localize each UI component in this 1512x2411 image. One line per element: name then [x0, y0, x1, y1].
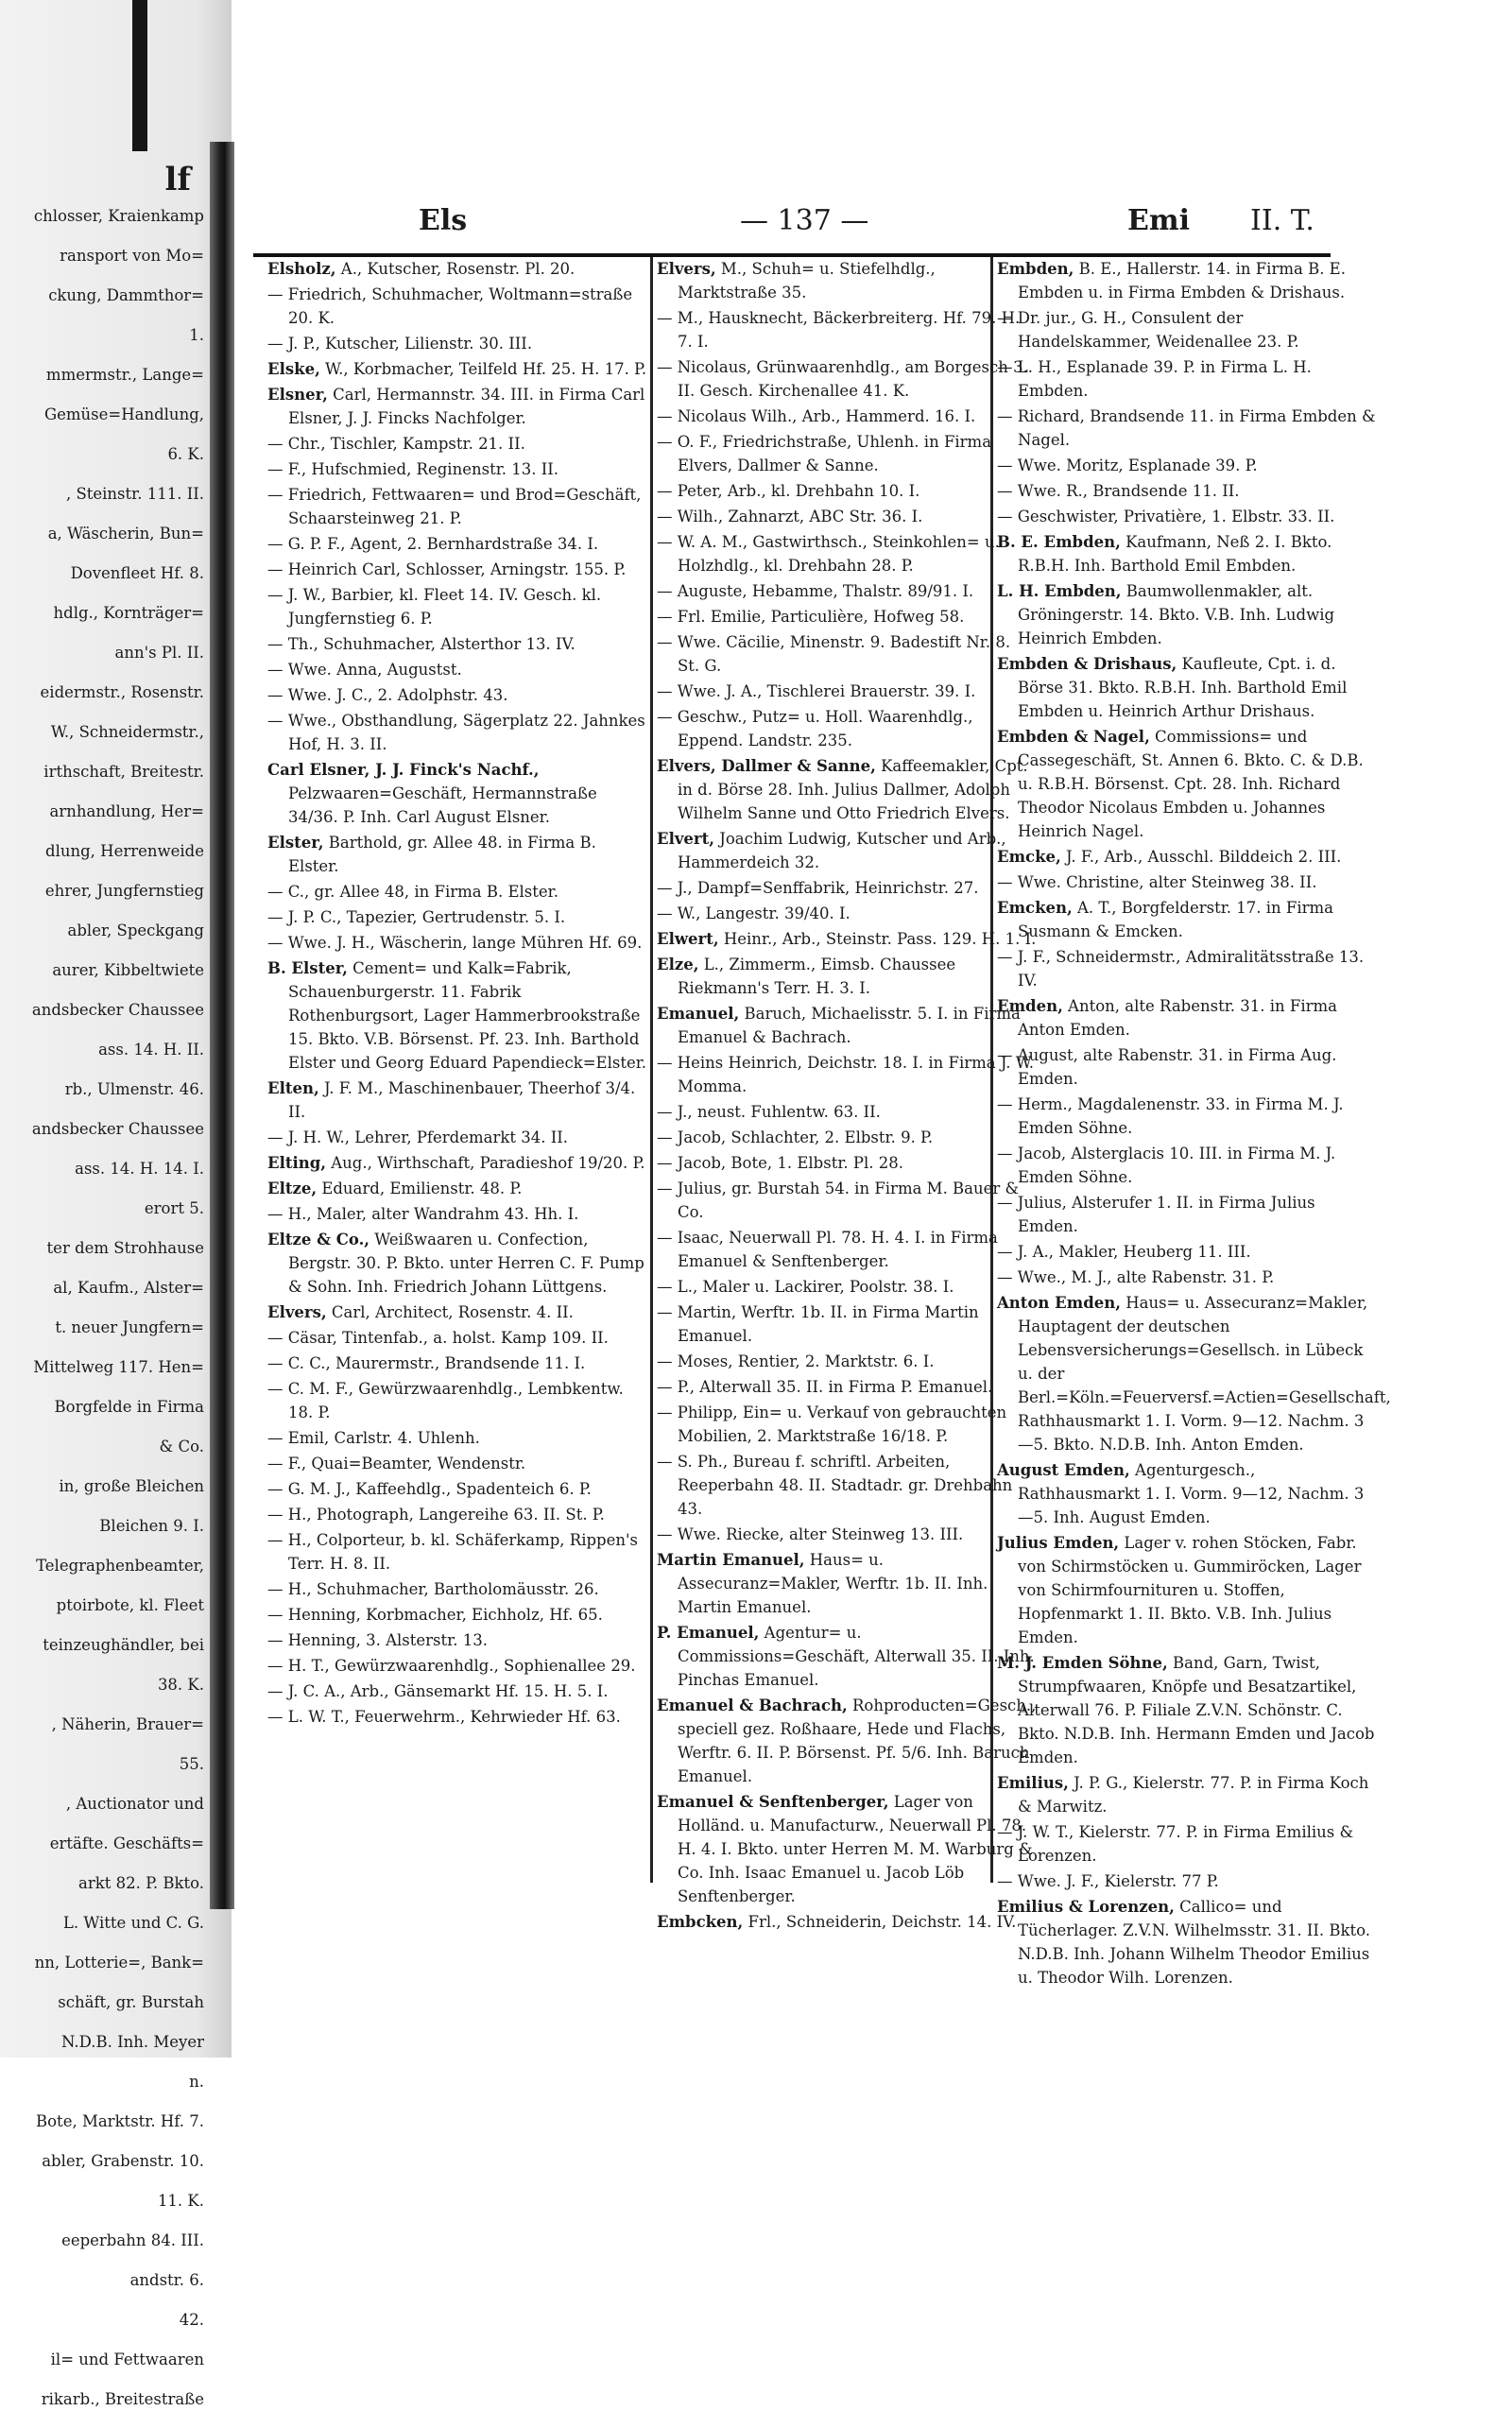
directory-entry: Elsholz, A., Kutscher, Rosenstr. Pl. 20. [267, 260, 576, 278]
left-page-line: rb., Ulmenstr. 46. [64, 1080, 204, 1098]
directory-entry: — Emil, Carlstr. 4. Uhlenh. [267, 1429, 480, 1447]
left-page-line: & Co. [159, 1438, 204, 1455]
left-page-line: Dovenfleet Hf. 8. [70, 564, 204, 582]
entry-name: Emanuel & Senftenberger, [657, 1793, 889, 1811]
directory-entry: — J. W. T., Kielerstr. 77. P. in Firma Emilius & Lorenzen. [997, 1823, 1354, 1865]
directory-entry: — Geschw., Putz= u. Holl. Waarenhdlg., Eppend. Landstr. 235. [657, 708, 973, 749]
entry-name: L. H. Embden, [997, 582, 1122, 600]
directory-entry: — Wwe. Moritz, Esplanade 39. P. [997, 456, 1258, 474]
directory-entry: Elze, L., Zimmerm., Eimsb. Chaussee Riekmann's Terr. H. 3. I. [657, 956, 956, 997]
left-page-line: andstr. 6. [129, 2271, 204, 2289]
entry-name: Elvers, [267, 1303, 327, 1321]
entry-name: Eltze & Co., [267, 1231, 370, 1249]
directory-entry: — Wwe. J. H., Wäscherin, lange Mühren Hf. 69. [267, 934, 643, 952]
directory-entry: — J. A., Makler, Heuberg 11. III. [997, 1243, 1251, 1261]
directory-entry: — Wwe. Anna, Augustst. [267, 661, 462, 679]
directory-entry: Anton Emden, Haus= u. Assecuranz=Makler, Hauptagent der deutschen Lebensversicherungs=Gesellsch. in Lübeck u. der Berl.=Köln.=Feuerversf.=Actien=Gesellschaft, Rathhausmarkt 1. I. Vorm. 9—12. Nachm. 3—5. Bkto. N.D.B. Inh. Anton Emden. [997, 1294, 1391, 1454]
directory-entry: Elster, Barthold, gr. Allee 48. in Firma B. Elster. [267, 834, 596, 875]
directory-entry: — G. M. J., Kaffeehdlg., Spadenteich 6. P. [267, 1480, 592, 1498]
directory-entry: — Geschwister, Privatière, 1. Elbstr. 33. II. [997, 508, 1335, 525]
entry-name: Emanuel, [657, 1005, 740, 1023]
directory-entry: Eltze & Co., Weißwaaren u. Confection, Bergstr. 30. P. Bkto. unter Herren C. F. Pump & Sohn. Inh. Friedrich Johann Lüttgens. [267, 1231, 644, 1296]
entry-name: Julius Emden, [997, 1534, 1120, 1552]
directory-entry: — J. C. A., Arb., Gänsemarkt Hf. 15. H. 5. I. [267, 1682, 609, 1700]
left-page-line: , Steinstr. 111. II. [65, 485, 204, 503]
directory-entry: — M., Hausknecht, Bäckerbreiterg. Hf. 79. H. 7. I. [657, 309, 1021, 351]
directory-entry: — Martin, Werftr. 1b. II. in Firma Martin Emanuel. [657, 1303, 979, 1345]
directory-column-2 [657, 257, 1037, 1931]
entry-name: Anton Emden, [997, 1294, 1121, 1312]
header-end-key: Emi [1127, 204, 1191, 237]
directory-entry: Elsner, Carl, Hermannstr. 34. III. in Firma Carl Elsner, J. J. Fincks Nachfolger. [267, 386, 645, 427]
left-page-line: andsbecker Chaussee [31, 1001, 204, 1019]
directory-entry: — H., Photograph, Langereihe 63. II. St. P. [267, 1506, 605, 1524]
left-page-line: ter dem Strohhause [46, 1239, 204, 1257]
directory-entry: — Cäsar, Tintenfab., a. holst. Kamp 109. II. [267, 1329, 609, 1347]
left-page-line: Mittelweg 117. Hen= [33, 1358, 204, 1376]
column-separator [650, 257, 653, 1883]
left-page-line: , Näherin, Brauer= [51, 1715, 204, 1733]
left-page-fragment [0, 161, 210, 2408]
directory-entry: — Wwe. Cäcilie, Minenstr. 9. Badestift Nr. 8. St. G. [657, 633, 1011, 675]
left-page-line: 42. [179, 2311, 204, 2329]
entry-name: P. Emanuel, [657, 1624, 760, 1642]
left-page-line: dlung, Herrenweide [45, 842, 204, 860]
directory-entry: August Emden, Agenturgesch., Rathhausmarkt 1. I. Vorm. 9—12, Nachm. 3—5. Inh. August Emden. [997, 1461, 1365, 1526]
entry-name: Martin Emanuel, [657, 1551, 805, 1569]
directory-entry: — J. P. C., Tapezier, Gertrudenstr. 5. I. [267, 908, 566, 926]
entry-name: Carl Elsner, J. J. Finck's Nachf., [267, 761, 540, 779]
entry-name: Elsner, [267, 386, 328, 404]
directory-entry: Elten, J. F. M., Maschinenbauer, Theerhof 3/4. II. [267, 1079, 636, 1121]
directory-entry: — Wwe. R., Brandsende 11. II. [997, 482, 1240, 500]
entry-name: B. E. Embden, [997, 533, 1121, 551]
left-page-line: il= und Fettwaaren [50, 2351, 204, 2368]
entry-name: M. J. Emden Söhne, [997, 1654, 1168, 1672]
directory-entry: — Th., Schuhmacher, Alsterthor 13. IV. [267, 635, 576, 653]
directory-entry: — August, alte Rabenstr. 31. in Firma Aug. Emden. [997, 1046, 1337, 1088]
page-number: — 137 — [740, 204, 869, 237]
directory-entry: Elvers, Dallmer & Sanne, Kaffeemakler, Cpt. in d. Börse 28. Inh. Julius Dallmer, Adolph Wilhelm Sanne und Otto Friedrich Elvers. [657, 757, 1028, 822]
directory-entry: — C. M. F., Gewürzwaarenhdlg., Lembkentw. 18. P. [267, 1380, 624, 1421]
page-header [234, 197, 1331, 253]
left-page-line: abler, Speckgang [67, 921, 204, 939]
book-gutter [210, 142, 234, 1909]
directory-entry: — Julius, Alsterufer 1. II. in Firma Julius Emden. [997, 1194, 1315, 1235]
entry-name: Emilius, [997, 1774, 1069, 1792]
directory-column-1 [267, 257, 647, 1883]
directory-entry: — Auguste, Hebamme, Thalstr. 89/91. I. [657, 582, 974, 600]
directory-entry: — H., Colporteur, b. kl. Schäferkamp, Rippen's Terr. H. 8. II. [267, 1531, 639, 1573]
entry-name: Embden & Drishaus, [997, 655, 1177, 673]
directory-entry: — L. H., Esplanade 39. P. in Firma L. H. Embden. [997, 358, 1312, 400]
directory-entry: Emanuel & Senftenberger, Lager von Holländ. u. Manufacturw., Neuerwall Pl. 78. H. 4. I. Bkto. unter Herren M. M. Warburg & Co. Inh. Isaac Emanuel u. Jacob Löb Senftenberger. [657, 1793, 1033, 1905]
directory-entry: P. Emanuel, Agentur= u. Commissions=Geschäft, Alterwall 35. II. Inh. Pinchas Emanuel. [657, 1624, 1035, 1689]
entry-name: Elvers, [657, 260, 716, 278]
directory-entry: — W. A. M., Gastwirthsch., Steinkohlen= u. Holzhdlg., kl. Drehbahn 28. P. [657, 533, 1000, 575]
directory-entry: — Heins Heinrich, Deichstr. 18. I. in Firma J. W. Momma. [657, 1054, 1035, 1095]
left-page-line: 38. K. [157, 1676, 204, 1694]
left-page-line: t. neuer Jungfern= [55, 1318, 204, 1336]
directory-entry: Elting, Aug., Wirthschaft, Paradieshof 19/20. P. [267, 1154, 645, 1172]
directory-entry: Elwert, Heinr., Arb., Steinstr. Pass. 129. H. 1. I. [657, 930, 1037, 948]
directory-entry: — J. P., Kutscher, Lilienstr. 30. III. [267, 335, 533, 353]
left-page-line: 1. [189, 326, 204, 344]
directory-entry: Embcken, Frl., Schneiderin, Deichstr. 14. IV. [657, 1913, 1017, 1931]
entry-name: Emanuel & Bachrach, [657, 1696, 848, 1714]
directory-entry: Julius Emden, Lager v. rohen Stöcken, Fabr. von Schirmstöcken u. Gummiröcken, Lager von Schirmfournituren u. Stoffen, Hopfenmarkt 1. II. Bkto. V.B. Inh. Julius Emden. [997, 1534, 1362, 1646]
directory-entry: Emden, Anton, alte Rabenstr. 31. in Firma Anton Emden. [997, 997, 1338, 1039]
directory-entry: Elvers, Carl, Architect, Rosenstr. 4. II. [267, 1303, 574, 1321]
directory-entry: Eltze, Eduard, Emilienstr. 48. P. [267, 1180, 523, 1197]
directory-entry: — O. F., Friedrichstraße, Uhlenh. in Firma Elvers, Dallmer & Sanne. [657, 433, 992, 474]
left-page-line: chlosser, Kraienkamp [33, 207, 204, 225]
left-page-line: Gemüse=Handlung, [43, 405, 204, 423]
left-page-line: Bleichen 9. I. [99, 1517, 204, 1535]
left-page-line: rikarb., Breitestraße [41, 2390, 204, 2408]
entry-name: Emcken, [997, 899, 1073, 917]
directory-entry: Martin Emanuel, Haus= u. Assecuranz=Makler, Werftr. 1b. II. Inh. Martin Emanuel. [657, 1551, 988, 1616]
left-page-line: a, Wäscherin, Bun= [47, 525, 204, 542]
entry-name: Embden & Nagel, [997, 728, 1150, 746]
directory-entry: — J. H. W., Lehrer, Pferdemarkt 34. II. [267, 1128, 569, 1146]
directory-entry: — Friedrich, Schuhmacher, Woltmann=straße 20. K. [267, 285, 633, 327]
left-page-line: irthschaft, Breitestr. [43, 763, 204, 781]
left-page-line: 11. K. [157, 2192, 204, 2210]
directory-column-3 [997, 257, 1391, 1987]
entry-name: Elsholz, [267, 260, 336, 278]
directory-entry: Emcken, A. T., Borgfelderstr. 17. in Firma Susmann & Emcken. [997, 899, 1333, 940]
directory-entry: — Richard, Brandsende 11. in Firma Embden & Nagel. [997, 407, 1376, 449]
entry-name: Elster, [267, 834, 324, 852]
left-page-line: Telegraphenbeamter, [36, 1557, 204, 1575]
left-page-line: mmermstr., Lange= [45, 366, 204, 384]
left-page-line: in, große Bleichen [59, 1477, 204, 1495]
directory-entry: — F., Hufschmied, Reginenstr. 13. II. [267, 460, 559, 478]
directory-entry: — F., Quai=Beamter, Wendenstr. [267, 1455, 526, 1472]
directory-entry: — Wwe. J. C., 2. Adolphstr. 43. [267, 686, 508, 704]
entry-name: Elwert, [657, 930, 719, 948]
directory-entry: — P., Alterwall 35. II. in Firma P. Emanuel. [657, 1378, 993, 1396]
left-page-line: teinzeughändler, bei [43, 1636, 204, 1654]
directory-entry: Emanuel & Bachrach, Rohproducten=Gesch., speciell gez. Roßhaare, Hede und Flachs, Werftr. 6. II. P. Börsenst. Pf. 5/6. Inh. Baruch Emanuel. [657, 1696, 1037, 1785]
entry-name: B. Elster, [267, 959, 348, 977]
left-page-line: nn, Lotterie=, Bank= [34, 1954, 204, 1972]
left-page-line: eeperbahn 84. III. [61, 2231, 204, 2249]
directory-entry: — J. W., Barbier, kl. Fleet 14. IV. Gesch. kl. Jungfernstieg 6. P. [267, 586, 602, 628]
left-page-line: ehrer, Jungfernstieg [44, 882, 204, 900]
left-page-line: hdlg., Kornträger= [53, 604, 204, 622]
directory-entry: L. H. Embden, Baumwollenmakler, alt. Gröningerstr. 14. Bkto. V.B. Inh. Ludwig Heinrich Embden. [997, 582, 1335, 647]
left-page-line: ptoirbote, kl. Fleet [56, 1596, 204, 1614]
directory-entry: — Wwe. J. A., Tischlerei Brauerstr. 39. I. [657, 682, 976, 700]
directory-entry: — Henning, 3. Alsterstr. 13. [267, 1631, 488, 1649]
directory-entry: — H., Maler, alter Wandrahm 43. Hh. I. [267, 1205, 579, 1223]
directory-entry: — Dr. jur., G. H., Consulent der Handelskammer, Weidenallee 23. P. [997, 309, 1299, 351]
directory-entry: — H., Schuhmacher, Bartholomäusstr. 26. [267, 1580, 599, 1598]
directory-entry: — Jacob, Schlachter, 2. Elbstr. 9. P. [657, 1128, 934, 1146]
directory-entry: — Wwe., M. J., alte Rabenstr. 31. P. [997, 1268, 1275, 1286]
left-page-line: arkt 82. P. Bkto. [78, 1874, 204, 1892]
directory-entry: — C. C., Maurermstr., Brandsende 11. I. [267, 1354, 586, 1372]
left-page-line: erort 5. [144, 1199, 204, 1217]
directory-entry: Emilius, J. P. G., Kielerstr. 77. P. in Firma Koch & Marwitz. [997, 1774, 1369, 1816]
directory-entry: Emilius & Lorenzen, Callico= und Tücherlager. Z.V.N. Wilhelmsstr. 31. II. Bkto. N.D.B. Inh. Johann Wilhelm Theodor Emilius u. Theodor Wilh. Lorenzen. [997, 1898, 1371, 1987]
left-page-line: schäft, gr. Burstah [58, 1993, 204, 2011]
directory-entry: Embden, B. E., Hallerstr. 14. in Firma B. E. Embden u. in Firma Embden & Drishaus. [997, 260, 1346, 301]
left-page-line: N.D.B. Inh. Meyer [60, 2033, 204, 2051]
book-spine [132, 0, 147, 151]
directory-entry: — Henning, Korbmacher, Eichholz, Hf. 65. [267, 1606, 603, 1624]
directory-entry: — Jacob, Bote, 1. Elbstr. Pl. 28. [657, 1154, 904, 1172]
left-page-line: ckung, Dammthor= [48, 286, 204, 304]
entry-name: August Emden, [997, 1461, 1130, 1479]
directory-entry: — G. P. F., Agent, 2. Bernhardstraße 34. I. [267, 535, 599, 553]
directory-entry: — J., neust. Fuhlentw. 63. II. [657, 1103, 881, 1121]
left-page-line: , Auctionator und [65, 1795, 204, 1813]
directory-entry: — Peter, Arb., kl. Drehbahn 10. I. [657, 482, 920, 500]
entry-name: Elvert, [657, 830, 714, 848]
volume-label: II. T. [1250, 204, 1314, 237]
left-page-line: ertäfte. Geschäfts= [49, 1834, 204, 1852]
directory-entry: — Heinrich Carl, Schlosser, Arningstr. 155. P. [267, 560, 627, 578]
left-page-line: ass. 14. H. 14. I. [75, 1160, 204, 1178]
directory-entry: Emcke, J. F., Arb., Ausschl. Bilddeich 2. III. [997, 848, 1342, 866]
directory-entry: — Wwe. Riecke, alter Steinweg 13. III. [657, 1525, 964, 1543]
directory-entry: — Chr., Tischler, Kampstr. 21. II. [267, 435, 525, 453]
entry-name: Elvers, Dallmer & Sanne, [657, 757, 876, 775]
left-page-header: lf [164, 161, 191, 198]
directory-entry: — Wwe., Obsthandlung, Sägerplatz 22. Jahnkes Hof, H. 3. II. [267, 712, 645, 753]
entry-name: Embcken, [657, 1913, 744, 1931]
entry-name: Elting, [267, 1154, 327, 1172]
left-page-line: abler, Grabenstr. 10. [42, 2152, 204, 2170]
entry-name: Emilius & Lorenzen, [997, 1898, 1175, 1916]
left-page-line: L. Witte und C. G. [62, 1914, 204, 1932]
entry-name: Elten, [267, 1079, 319, 1097]
directory-entry: — Isaac, Neuerwall Pl. 78. H. 4. I. in Firma Emanuel & Senftenberger. [657, 1229, 998, 1270]
directory-entry: — L. W. T., Feuerwehrm., Kehrwieder Hf. 63. [267, 1708, 621, 1726]
directory-entry: — Herm., Magdalenenstr. 33. in Firma M. J. Emden Söhne. [997, 1095, 1344, 1137]
left-page-line: ass. 14. H. II. [98, 1041, 204, 1059]
directory-entry: — S. Ph., Bureau f. schriftl. Arbeiten, Reeperbahn 48. II. Stadtadr. gr. Drehbahn 43. [657, 1453, 1013, 1518]
left-page-line: Borgfelde in Firma [54, 1398, 204, 1416]
directory-entry: B. E. Embden, Kaufmann, Neß 2. I. Bkto. R.B.H. Inh. Barthold Emil Embden. [997, 533, 1332, 575]
left-page-line: Bote, Marktstr. Hf. 7. [36, 2112, 204, 2130]
directory-entry: Elvers, M., Schuh= u. Stiefelhdlg., Marktstraße 35. [657, 260, 936, 301]
directory-entry: — Philipp, Ein= u. Verkauf von gebrauchten Mobilien, 2. Marktstraße 16/18. P. [657, 1404, 1007, 1445]
directory-entry: B. Elster, Cement= und Kalk=Fabrik, Schauenburgerstr. 11. Fabrik Rothenburgsort, Lager Hammerbrookstraße 15. Bkto. V.B. Börsenst. Pf. 23. Inh. Barthold Elster und Georg Eduard Papendieck=Elster. [267, 959, 647, 1072]
directory-entry: Carl Elsner, J. J. Finck's Nachf., Pelzwaaren=Geschäft, Hermannstraße 34/36. P. Inh. Carl August Elsner. [267, 761, 597, 826]
directory-entry: — Nicolaus, Grünwaarenhdlg., am Borgesch 3. II. Gesch. Kirchenallee 41. K. [657, 358, 1028, 400]
entry-name: Embden, [997, 260, 1074, 278]
left-page-line: aurer, Kibbeltwiete [52, 961, 204, 979]
left-page-line: 6. K. [167, 445, 204, 463]
directory-entry: — J., Dampf=Senffabrik, Heinrichstr. 27. [657, 879, 979, 897]
directory-entry: — Friedrich, Fettwaaren= und Brod=Geschäft, Schaarsteinweg 21. P. [267, 486, 642, 527]
directory-entry: Embden & Drishaus, Kaufleute, Cpt. i. d. Börse 31. Bkto. R.B.H. Inh. Barthold Emil Embden u. Heinrich Arthur Drishaus. [997, 655, 1348, 720]
entry-name: Elske, [267, 360, 320, 378]
left-page-line: 55. [179, 1755, 204, 1773]
directory-entry: — Frl. Emilie, Particulière, Hofweg 58. [657, 608, 965, 626]
directory-entry: — Wwe. J. F., Kielerstr. 77 P. [997, 1872, 1219, 1890]
directory-entry: Emanuel, Baruch, Michaelisstr. 5. I. in Firma Emanuel & Bachrach. [657, 1005, 1021, 1046]
left-page-line: eidermstr., Rosenstr. [40, 683, 204, 701]
directory-entry: — C., gr. Allee 48, in Firma B. Elster. [267, 883, 558, 901]
left-page-line: arnhandlung, Her= [49, 802, 204, 820]
directory-entry: — H. T., Gewürzwaarenhdlg., Sophienallee 29. [267, 1657, 636, 1675]
left-page-line: W., Schneidermstr., [50, 723, 204, 741]
header-start-key: Els [419, 204, 468, 237]
left-page-lines [0, 204, 210, 2411]
directory-entry: — W., Langestr. 39/40. I. [657, 904, 850, 922]
entry-name: Elze, [657, 956, 699, 973]
directory-entry: Embden & Nagel, Commissions= und Cassegeschäft, St. Annen 6. Bkto. C. & D.B. u. R.B.H. Börsenst. Cpt. 28. Inh. Richard Theodor Nicolaus Embden u. Johannes Heinrich Nagel. [997, 728, 1364, 840]
left-page-line: ann's Pl. II. [114, 644, 204, 662]
directory-entry: — L., Maler u. Lackirer, Poolstr. 38. I. [657, 1278, 954, 1296]
entry-name: Emden, [997, 997, 1063, 1015]
directory-entry: — Wilh., Zahnarzt, ABC Str. 36. I. [657, 508, 923, 525]
left-page-line: andsbecker Chaussee [31, 1120, 204, 1138]
directory-entry: — Moses, Rentier, 2. Marktstr. 6. I. [657, 1352, 935, 1370]
directory-entry: Elvert, Joachim Ludwig, Kutscher und Arb., Hammerdeich 32. [657, 830, 1006, 871]
left-page-line: n. [189, 2073, 204, 2091]
directory-entry: — Julius, gr. Burstah 54. in Firma M. Bauer & Co. [657, 1180, 1020, 1221]
left-page-line: ransport von Mo= [60, 247, 204, 265]
left-page-line: al, Kaufm., Alster= [53, 1279, 204, 1297]
entry-name: Emcke, [997, 848, 1061, 866]
directory-entry: — Wwe. Christine, alter Steinweg 38. II. [997, 873, 1317, 891]
directory-entry: — Jacob, Alsterglacis 10. III. in Firma M. J. Emden Söhne. [997, 1145, 1336, 1186]
entry-name: Eltze, [267, 1180, 318, 1197]
directory-entry: — J. F., Schneidermstr., Admiralitätsstraße 13. IV. [997, 948, 1365, 990]
directory-entry: M. J. Emden Söhne, Band, Garn, Twist, Strumpfwaaren, Knöpfe und Besatzartikel, Alterwall 76. P. Filiale Z.V.N. Schönstr. C. Bkto. N.D.B. Inh. Hermann Emden und Jacob Emden. [997, 1654, 1375, 1766]
directory-entry: — Nicolaus Wilh., Arb., Hammerd. 16. I. [657, 407, 976, 425]
right-page [234, 142, 1512, 1987]
directory-entry: Elske, W., Korbmacher, Teilfeld Hf. 25. H. 17. P. [267, 360, 647, 378]
